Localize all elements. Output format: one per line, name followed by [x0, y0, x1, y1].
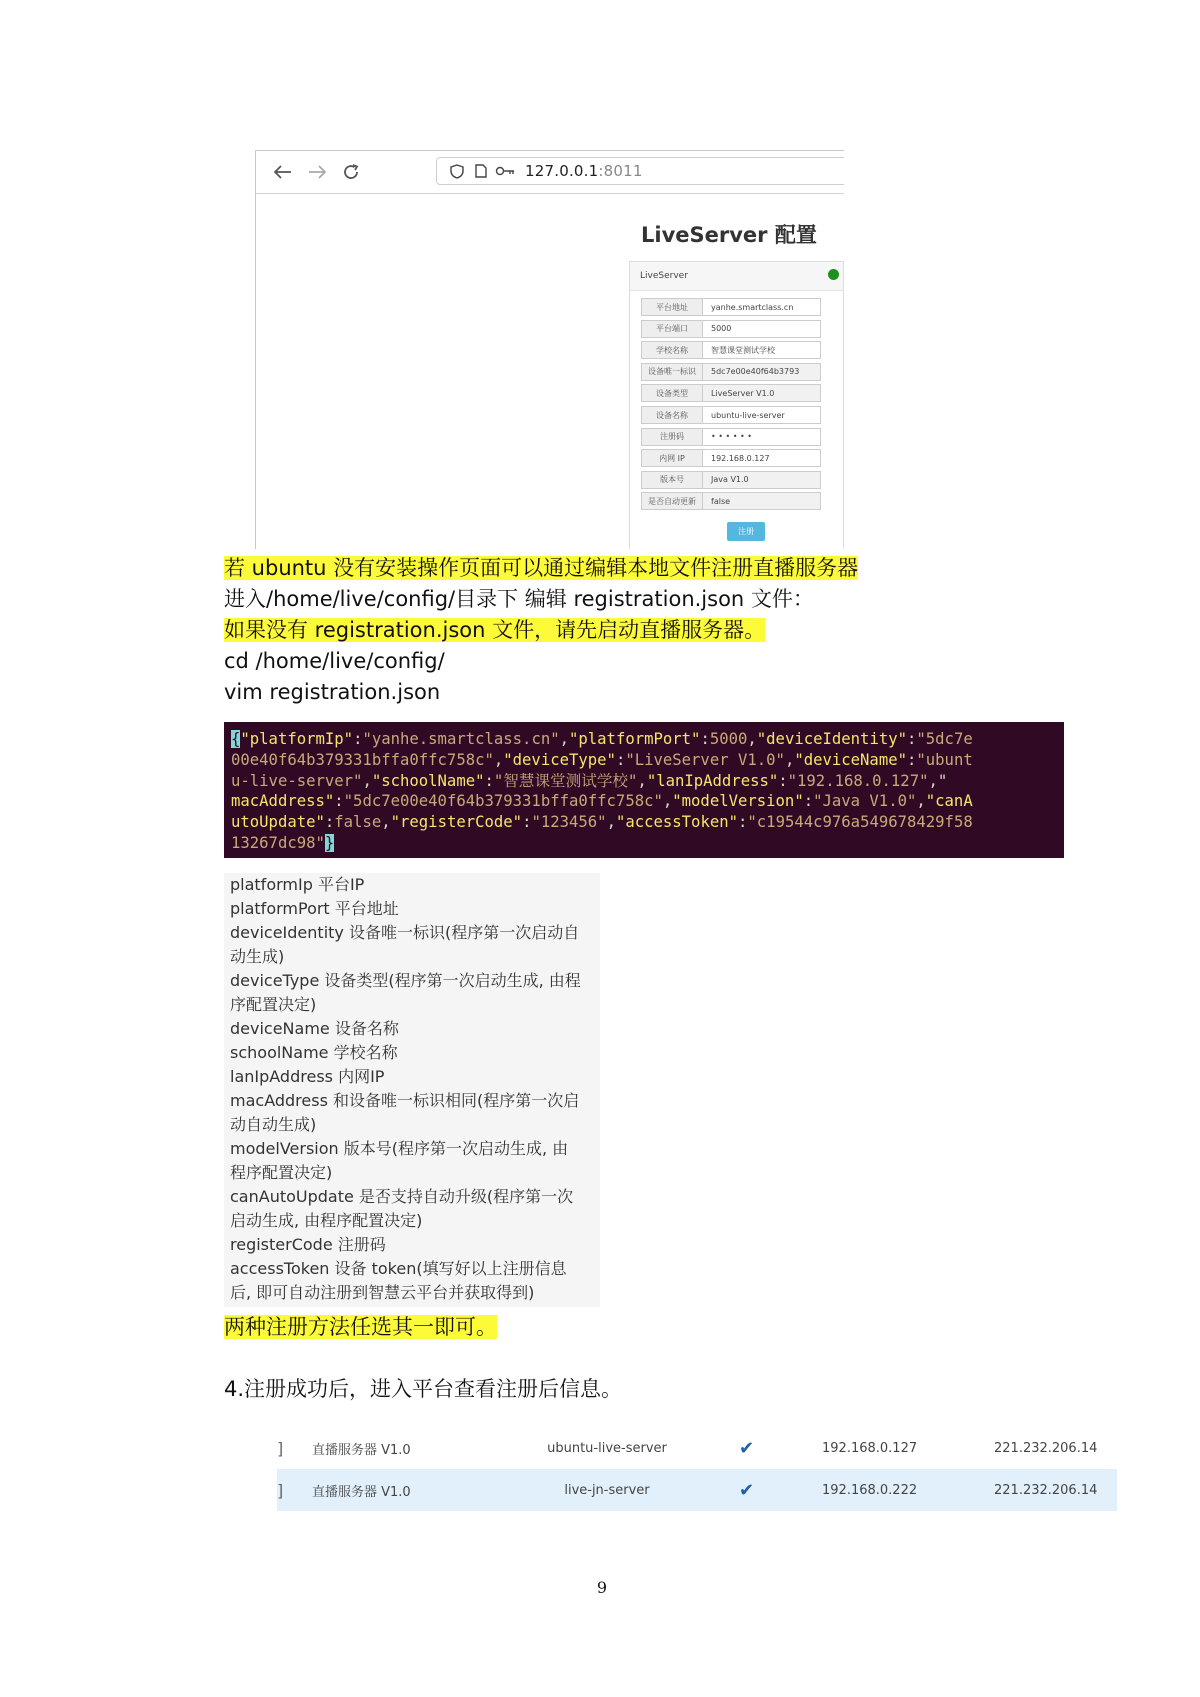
description-line: deviceIdentity 设备唯一标识(程序第一次启动自 [230, 923, 580, 942]
form-label: 注册码 [642, 429, 703, 445]
json-value: "123456" [531, 813, 607, 832]
json-value: "5dc7e00e40f64b379331bffa0ffc758c" [343, 792, 663, 811]
json-punct: , [747, 730, 757, 748]
json-value: "LiveServer V1.0" [625, 750, 785, 769]
json-punct: , [559, 730, 569, 748]
reload-icon[interactable] [334, 151, 368, 193]
page-title: LiveServer 配置 [641, 223, 817, 247]
json-punct: : [907, 750, 917, 769]
form-label: 内网 IP [642, 450, 703, 466]
text-line-3 [224, 615, 765, 645]
description-line: deviceName 设备名称 [230, 1019, 399, 1038]
json-value: "yanhe.smartclass.cn" [362, 730, 560, 748]
form-input[interactable]: yanhe.smartclass.cn [711, 302, 794, 312]
key-icon [493, 165, 517, 177]
json-key: "deviceName" [794, 750, 907, 769]
json-punct: , [493, 750, 504, 769]
form-input[interactable]: LiveServer V1.0 [703, 385, 820, 401]
page-icon [469, 164, 493, 178]
cell-name: ubuntu-live-server [547, 1440, 667, 1456]
description-line: 程序配置决定) [230, 1163, 333, 1182]
form-input[interactable]: false [703, 493, 820, 509]
json-key: "platformIp" [240, 730, 354, 748]
json-key: "accessToken" [615, 813, 739, 832]
description-line: 动生成) [230, 947, 285, 966]
json-punct: , [606, 813, 616, 832]
back-arrow-icon[interactable] [266, 151, 300, 193]
cell-type: 直播服务器 V1.0 [312, 1484, 411, 1500]
row-checkbox[interactable]: ] [277, 1438, 284, 1458]
form-label: 设备名称 [642, 407, 703, 423]
status-dot-icon [828, 269, 839, 280]
json-punct: : [700, 730, 710, 748]
register-button[interactable]: 注册 [727, 522, 765, 541]
cell-wan-ip: 221.232.206.14 [994, 1440, 1098, 1456]
cell-lan-ip: 192.168.0.222 [822, 1482, 918, 1498]
form-row [641, 428, 821, 446]
json-key: "deviceType" [503, 750, 616, 769]
text-line-either [224, 1312, 497, 1342]
form-row [641, 341, 821, 359]
form-label: 版本号 [642, 472, 703, 488]
form-row [641, 298, 821, 316]
form-label: 设备唯一标识 [642, 364, 703, 380]
form-label: 学校名称 [642, 342, 703, 358]
browser-toolbar [256, 151, 844, 194]
highlight-line-3: 如果没有 registration.json 文件，请先启动直播服务器。 [224, 618, 766, 642]
address-bar[interactable] [436, 157, 844, 185]
text-line-1 [224, 553, 858, 583]
description-line: canAutoUpdate 是否支持自动升级(程序第一次 [230, 1187, 574, 1206]
form-row [641, 363, 821, 381]
page-number: 9 [596, 1578, 608, 1597]
json-key: "registerCode" [390, 813, 523, 832]
json-punct: ," [928, 771, 948, 790]
form-row [641, 384, 821, 402]
description-line: macAddress 和设备唯一标识相同(程序第一次启 [230, 1091, 580, 1110]
form-input[interactable]: ubuntu-live-server [711, 410, 785, 420]
description-line: platformIp 平台IP [230, 875, 365, 894]
json-value: "5dc7e [916, 730, 973, 748]
description-line: 序配置决定) [230, 995, 317, 1014]
json-punct: : [522, 813, 532, 832]
row-checkbox[interactable]: ] [277, 1480, 284, 1500]
json-value: u-live-server" [231, 771, 363, 790]
config-panel [629, 261, 844, 549]
form-input[interactable]: Java V1.0 [703, 472, 820, 488]
form-row [641, 320, 821, 338]
url-host: 127.0.0.1 [525, 162, 599, 180]
json-key: "deviceIdentity" [756, 730, 907, 748]
terminal-line [231, 729, 1064, 750]
json-punct: : [615, 750, 626, 769]
json-punct: : [778, 771, 788, 790]
json-value: 5000 [709, 730, 748, 748]
form-label: 平台端口 [642, 321, 703, 337]
json-value: "ubunt [916, 750, 973, 769]
table-row[interactable] [277, 1427, 1117, 1469]
description-line: platformPort 平台地址 [230, 899, 399, 918]
description-line: 动自动生成) [230, 1115, 317, 1134]
json-key: "lanIpAddress" [646, 771, 779, 790]
forward-arrow-icon[interactable] [300, 151, 334, 193]
form-row [641, 471, 821, 489]
json-punct: : [907, 730, 917, 748]
json-brace-cursor: { [231, 730, 241, 748]
url-port: :8011 [598, 162, 643, 180]
json-value: 00e40f64b379331bffa0ffc758c" [231, 750, 494, 769]
check-icon: ✔ [739, 1437, 755, 1459]
json-key: "canA [925, 792, 973, 811]
form-row [641, 406, 821, 424]
cell-wan-ip: 221.232.206.14 [994, 1482, 1098, 1498]
cell-type: 直播服务器 V1.0 [312, 1442, 411, 1458]
description-line: schoolName 学校名称 [230, 1043, 398, 1062]
json-value: "c19544c976a549678429f58 [747, 813, 973, 832]
json-punct: , [362, 771, 372, 790]
url-text [525, 162, 643, 180]
json-key: macAddress" [231, 792, 335, 811]
highlight-either: 两种注册方法任选其一即可。 [224, 1315, 497, 1339]
form-input[interactable]: 5dc7e00e40f64b3793 [703, 364, 820, 380]
json-value: false [334, 813, 382, 832]
json-value: "智慧课堂测试学校" [493, 771, 638, 790]
json-key: "platformPort" [569, 730, 701, 748]
panel-header [630, 262, 843, 291]
json-punct: : [324, 813, 335, 832]
json-value: "192.168.0.127" [787, 771, 929, 790]
json-punct: , [784, 750, 795, 769]
check-icon: ✔ [739, 1479, 755, 1501]
json-punct: , [381, 813, 391, 832]
json-punct: , [662, 792, 673, 811]
terminal-line [231, 750, 1064, 771]
browser-screenshot [255, 150, 844, 549]
form-input[interactable]: 智慧课堂测试学校 [711, 345, 775, 355]
json-punct: : [738, 813, 748, 832]
cell-name: live-jn-server [564, 1482, 650, 1498]
terminal-line [231, 791, 1064, 812]
terminal-line [231, 812, 1064, 833]
cell-lan-ip: 192.168.0.127 [822, 1440, 918, 1456]
highlight-line-1: 若 ubuntu 没有安装操作页面可以通过编辑本地文件注册直播服务器 [224, 556, 859, 580]
text-line-step4: 4.注册成功后，进入平台查看注册后信息。 [224, 1377, 623, 1401]
json-punct: , [916, 792, 926, 811]
text-line-4: cd /home/live/config/ [224, 649, 445, 673]
terminal-line [231, 771, 1064, 792]
json-punct: : [334, 792, 344, 811]
terminal-json [224, 722, 1064, 858]
description-line: 后, 即可自动注册到智慧云平台并获取得到) [230, 1283, 535, 1302]
server-table [277, 1427, 1117, 1511]
description-line: accessToken 设备 token(填写好以上注册信息 [230, 1259, 567, 1278]
form-label: 平台地址 [642, 299, 703, 315]
json-value: 13267dc98" [231, 833, 325, 852]
text-line-5: vim registration.json [224, 680, 441, 704]
json-punct: : [803, 792, 814, 811]
description-line: 启动生成, 由程序配置决定) [230, 1211, 423, 1230]
json-punct: : [484, 771, 494, 790]
table-row[interactable] [277, 1469, 1117, 1511]
json-punct: : [353, 730, 363, 748]
json-key: "modelVersion" [672, 792, 804, 811]
form-input[interactable]: 5000 [711, 324, 732, 334]
panel-title: LiveServer [640, 271, 688, 281]
description-line: modelVersion 版本号(程序第一次启动生成, 由 [230, 1139, 569, 1158]
description-line: deviceType 设备类型(程序第一次启动生成, 由程 [230, 971, 581, 990]
form-input[interactable]: • • • • • • [711, 432, 753, 442]
json-punct: , [637, 771, 647, 790]
form-label: 设备类型 [642, 385, 703, 401]
form-input[interactable]: 192.168.0.127 [711, 453, 770, 463]
field-description-list [224, 873, 600, 1307]
json-key: utoUpdate" [231, 813, 325, 832]
shield-icon [445, 164, 469, 179]
form-row [641, 492, 821, 510]
form-label: 是否自动更新 [642, 493, 703, 509]
description-line: registerCode 注册码 [230, 1235, 386, 1254]
terminal-line [231, 833, 1064, 854]
form-row [641, 449, 821, 467]
json-key: "schoolName" [371, 771, 485, 790]
json-brace-cursor: } [324, 833, 335, 852]
text-line-2: 进入/home/live/config/目录下 编辑 registration.json 文件： [224, 587, 814, 611]
description-line: lanIpAddress 内网IP [230, 1067, 385, 1086]
json-value: "Java V1.0" [813, 792, 917, 811]
